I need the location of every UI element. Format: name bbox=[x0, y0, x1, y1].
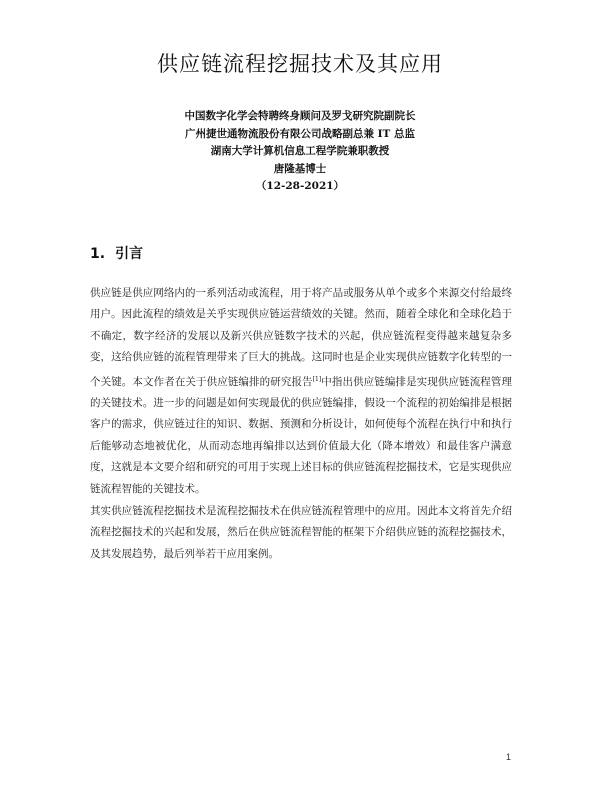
author-name: 唐隆基博士 bbox=[273, 162, 327, 175]
author-block bbox=[0, 108, 600, 196]
section-number: 1. bbox=[90, 246, 106, 262]
body-paragraph-1 bbox=[90, 283, 512, 500]
document-date: （12-28-2021） bbox=[255, 180, 345, 192]
author-affiliation-2: 广州捷世通物流股份有限公司战略副总兼 IT 总监 bbox=[184, 127, 416, 140]
author-affiliation-1: 中国数字化学会特聘终身顾问及罗戈研究院副院长 bbox=[184, 110, 416, 122]
paragraph-1-text-b: 中指出供应链编排是实现供应链流程管理的关键技术。进一步的问题是如何实现最优的供应链编排，假设一个流程的初始编排是根据客户的需求，供应链过往的知识、数据、预测和分析设计，如何使每个流程在执行中和执行后能够动态地被优化，从而动态地再编排以达到价值最大化（降本增效）和最佳客户满意度，这就是本文要介绍和研究的可用于实现上述目标的供应链流程挖掘技术，它是实现供应链流程智能的关键技术。 bbox=[90, 375, 513, 495]
section-heading bbox=[90, 243, 143, 263]
page-number: 1 bbox=[506, 752, 512, 762]
document-title: 供应链流程挖掘技术及其应用 bbox=[157, 52, 443, 76]
citation-reference: [1] bbox=[312, 375, 322, 383]
section-title: 引言 bbox=[115, 246, 144, 262]
author-affiliation-3: 湖南大学计算机信息工程学院兼职教授 bbox=[210, 145, 390, 157]
body-paragraph-2: 其实供应链流程挖掘技术是流程挖掘技术在供应链流程管理中的应用。因此本文将首先介绍流程挖掘技术的兴起和发展，然后在供应链流程智能的框架下介绍供应链的流程挖掘技术，及其发展趋势，最后列举若干应用案例。 bbox=[90, 505, 512, 560]
paragraph-1-text-a: 供应链是供应网络内的一系列活动或流程，用于将产品或服务从单个或多个来源交付给最终用户。因此流程的绩效是关乎实现供应链运营绩效的关键。然而，随着全球化和全球化趋于不确定，数字经济的发展以及新兴供应链数字技术的兴起，供应链流程变得越来越复杂多变，这给供应链的流程管理带来了巨大的挑战。这同时也是企业实现供应链数字化转型的一个关键。本文作者在关于供应链编排的研究报告 bbox=[90, 287, 512, 388]
